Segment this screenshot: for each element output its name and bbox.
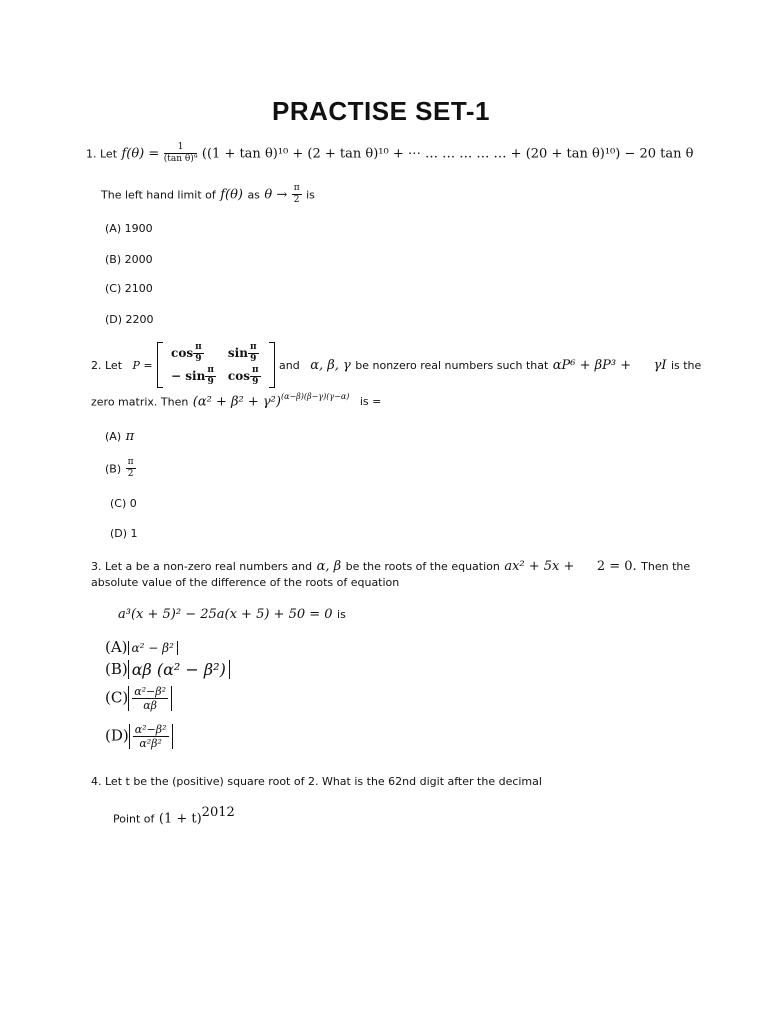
q3-option-d-label: (D)	[105, 726, 129, 745]
q2-m22-fn: cos	[227, 369, 250, 383]
q1-fraction	[164, 143, 198, 164]
q3-line1-eq2: 2 = 0.	[596, 559, 637, 574]
q1-line2-text-c: is	[306, 188, 315, 202]
q1-option-a: (A) 1900	[105, 222, 153, 235]
q3-option-c-den: αβ	[143, 699, 157, 712]
q2-option-b	[105, 458, 136, 479]
page-title: PRACTISE SET-1	[272, 96, 490, 126]
q2-m21-nine: 9	[207, 377, 214, 387]
q3-option-d-fraction	[133, 724, 169, 749]
q2-line2-text-b: is =	[359, 395, 382, 409]
q2-gamma-i: γI	[653, 358, 667, 374]
q2-option-a-value: π	[125, 429, 135, 444]
q4-line2-expr: (1 + t)	[158, 811, 202, 827]
q2-m12-fn: sin	[227, 346, 248, 360]
q3-option-b-value: αβ (α² − β²)	[128, 660, 230, 679]
q2-p-label: P =	[132, 359, 153, 373]
question-1-statement	[86, 143, 693, 164]
q2-m11-fn: cos	[171, 346, 194, 360]
q1-line2-f: f(θ)	[220, 187, 243, 203]
q2-m12-nine: 9	[250, 354, 257, 364]
question-4-statement: 4. Let t be the (positive) square root of 2. What is the 62nd digit after the decimal	[91, 775, 542, 788]
q2-line2-text-a: zero matrix. Then	[91, 395, 189, 409]
q1-line2-theta: θ →	[264, 187, 288, 203]
q3-option-b-label: (B)	[105, 660, 128, 678]
q1-option-b: (B) 2000	[105, 253, 153, 266]
q2-matrix	[157, 342, 275, 388]
q2-expression: αP⁶ + βP³ +	[552, 358, 632, 374]
q2-matrix-cell-21	[165, 365, 222, 388]
q2-option-a-label: (A)	[105, 430, 122, 443]
q2-option-a	[105, 427, 134, 445]
q3-line1-eq: ax² + 5x +	[504, 559, 575, 574]
q3-option-c-fraction	[132, 686, 168, 711]
q2-greek: α, β, γ	[310, 358, 351, 374]
q3-line-2: absolute value of the difference of the roots of equation	[91, 576, 400, 589]
q2-m11-pi: π	[195, 342, 202, 352]
q3-equation-expr: a³(x + 5)² − 25a(x + 5) + 50 = 0	[118, 607, 333, 622]
q2-m22-pi: π	[252, 365, 259, 375]
q3-option-a-label: (A)	[105, 638, 128, 656]
q3-option-d-num: α²−β²	[134, 723, 167, 736]
q2-m21-frac	[205, 366, 216, 387]
q1-line-2	[101, 184, 315, 205]
q3-line1-text-a: 3. Let a be a non-zero real numbers and	[91, 560, 313, 573]
q2-option-b-fraction	[126, 458, 136, 479]
q2-matrix-cell-11	[165, 342, 222, 365]
q2-m12-pi: π	[249, 342, 257, 352]
q3-line1-greek: α, β	[316, 559, 342, 574]
q2-and: and	[279, 359, 300, 373]
q2-m21-pi: π	[207, 365, 214, 375]
q1-line2-text-b: as	[247, 188, 260, 202]
q3-line1-text-b: be the roots of the equation	[345, 560, 500, 573]
q1-frac-den: (tan θ)⁹	[163, 154, 198, 164]
q2-m21-fn: − sin	[171, 369, 206, 383]
question-2-statement	[91, 342, 701, 388]
q3-option-b	[105, 660, 230, 679]
q2-m22-frac	[250, 366, 261, 387]
q2-option-b-num: π	[127, 457, 134, 467]
q2-option-b-label: (B)	[105, 462, 122, 476]
q2-line2-expr: (α² + β² + γ²)	[192, 394, 281, 410]
q3-option-c	[105, 686, 172, 711]
q2-line2-exponent: (α−β)(β−γ)(γ−α)	[280, 392, 350, 401]
q1-f-lhs: f(θ) =	[121, 146, 160, 162]
q1-two: 2	[293, 195, 300, 205]
q4-line2-text: Point of	[113, 812, 155, 826]
q2-m11-nine: 9	[195, 354, 202, 364]
q3-option-d-abs	[129, 724, 173, 749]
q1-option-c: (C) 2100	[105, 282, 153, 295]
q1-frac-num: 1	[164, 143, 198, 154]
q2-text1: be nonzero real numbers such that	[355, 359, 549, 373]
q2-option-b-den: 2	[127, 469, 134, 479]
q2-matrix-cell-12	[222, 342, 267, 365]
q1-pi: π	[293, 183, 300, 193]
q2-m12-frac	[248, 343, 259, 364]
q2-text2: is the	[670, 359, 702, 373]
q3-line1-text-c: Then the	[641, 560, 691, 573]
q3-option-a-value: α² − β²	[128, 641, 178, 655]
q1-pi-over-2	[292, 184, 302, 205]
q4-line-2	[113, 805, 235, 827]
q2-option-c: (C) 0	[110, 497, 137, 510]
q4-line2-exponent: 2012	[201, 805, 235, 820]
q3-option-c-label: (C)	[105, 688, 129, 707]
q1-line2-text-a: The left hand limit of	[101, 188, 216, 202]
q2-m22-nine: 9	[252, 377, 259, 387]
q1-option-d: (D) 2200	[105, 313, 154, 326]
q2-option-d: (D) 1	[110, 527, 138, 540]
q3-option-c-num: α²−β²	[134, 685, 167, 698]
q1-expression: ((1 + tan θ)¹⁰ + (2 + tan θ)¹⁰ + ⋯ … … … … … + (20 + tan θ)¹⁰) − 20 tan θ	[201, 146, 694, 162]
q3-equation	[118, 605, 346, 623]
question-3-statement	[91, 557, 690, 575]
q3-option-d-den: α²β²	[139, 737, 162, 750]
q3-option-c-abs	[128, 686, 172, 711]
q3-option-d	[105, 724, 173, 749]
q3-equation-is: is	[337, 608, 346, 621]
q2-matrix-cell-22	[222, 365, 267, 388]
q1-prefix: 1. Let	[86, 147, 118, 161]
q3-option-a	[105, 638, 178, 657]
q2-m11-frac	[193, 343, 204, 364]
q2-prefix: 2. Let	[91, 359, 123, 373]
q2-line-2	[91, 392, 381, 410]
